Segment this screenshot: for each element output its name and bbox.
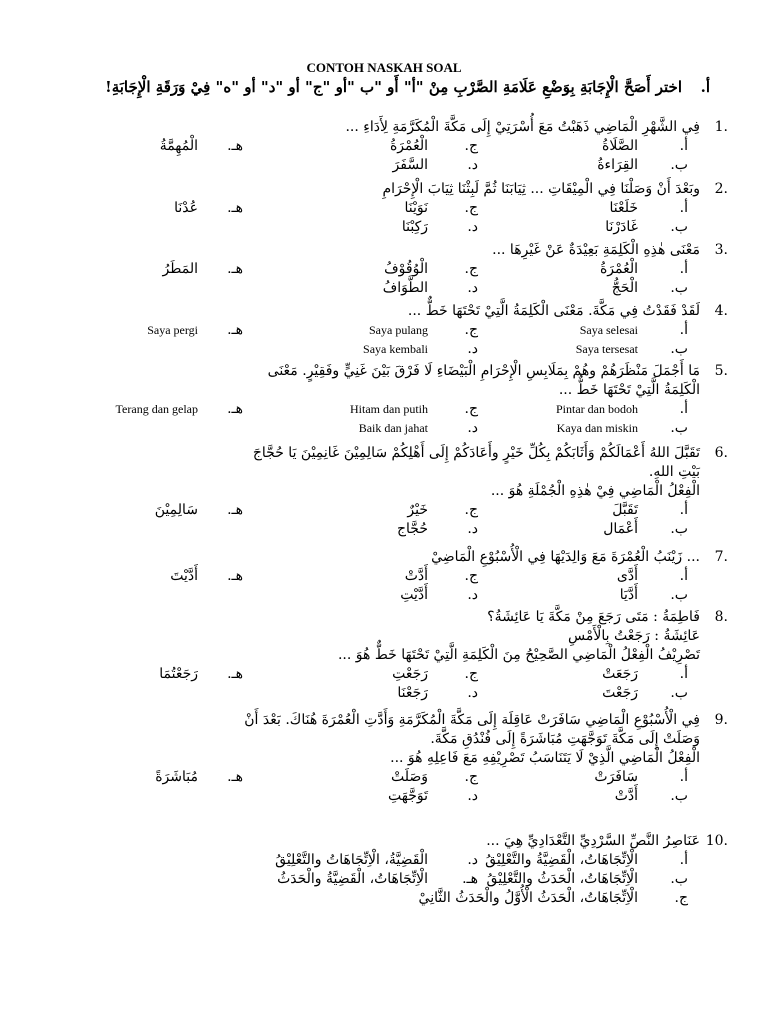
option-text[interactable]: الْاِتِّجَاهَاتُ، الْقَضِيَّةُ والْحَدَثُ bbox=[277, 871, 428, 887]
option-label: هـ. bbox=[227, 261, 243, 277]
option-label: ب. bbox=[670, 280, 688, 296]
option-label: هـ. bbox=[227, 200, 243, 216]
instruction-text: اختر أَصَحَّ الْإِجَابَةِ بِوَضْعِ عَلَامَةِ الصَّرْبِ مِنْ "أ" أَو "ب "أو "ج" أو "د" أو "ه" فِيْ وَرَقَةِ الْإِجَابَةِ! bbox=[105, 78, 682, 96]
option-label: ب. bbox=[670, 521, 688, 537]
option-text[interactable]: أَعْمَال bbox=[603, 521, 638, 537]
option-text[interactable]: أَدَّى bbox=[616, 568, 638, 584]
option-text[interactable]: أَدَّتْ bbox=[404, 568, 428, 584]
option-text[interactable]: مُبَاشَرَةً bbox=[155, 769, 198, 785]
option-text[interactable]: Saya selesai bbox=[579, 323, 638, 337]
question-text: وبَعْدَ أَنْ وَصَلْنَا فِي الْمِيْقَاتِ ... ثِيَابَنَا ثُمَّ لَبِثْنَا ثِيَابَ الْإِحْرَامِ bbox=[382, 181, 700, 197]
option-text[interactable]: تَقَبَّلَ bbox=[612, 502, 638, 518]
question-number: 7. bbox=[714, 549, 728, 565]
option-label: ج. bbox=[464, 502, 478, 518]
option-label: هـ. bbox=[227, 568, 243, 584]
option-label: ج. bbox=[464, 138, 478, 154]
question-text: الْفِعْلُ الْمَاضِي الَّذِيْ لَا يَتَنَاسَبُ تَصْرِيْفِهِ مَعَ فَاعِلِهِ هُوَ ... bbox=[390, 750, 700, 766]
option-text[interactable]: رَجَعْنَا bbox=[397, 685, 428, 701]
option-label: ج. bbox=[464, 200, 478, 216]
question-number: 9. bbox=[714, 712, 728, 728]
option-text[interactable]: وَصَلَتْ bbox=[390, 769, 428, 785]
option-text[interactable]: غَادَرْنَا bbox=[605, 219, 638, 235]
option-text[interactable]: Hitam dan putih bbox=[350, 402, 428, 416]
question-text: مَعْنَى هٰذِهِ الْكَلِمَةِ بَعِيْدَةٌ عَنْ غَيْرِهَا ... bbox=[492, 242, 700, 258]
question-text: عَنَاصِرُ النَّصِّ السَّرْدِيِّ التَّعْدَادِيِّ هِيَ ... bbox=[486, 833, 700, 849]
option-label: ب. bbox=[670, 341, 688, 357]
option-label: ب. bbox=[670, 219, 688, 235]
option-label: هـ. bbox=[227, 666, 243, 682]
option-text[interactable]: المَطَرُ bbox=[162, 261, 198, 277]
option-text[interactable]: الْقَضِيَّةُ، الْاِتِّجَاهَاتُ والتَّعْلِيْقُ bbox=[275, 852, 428, 868]
option-text[interactable]: Saya pulang bbox=[369, 323, 428, 337]
option-label: هـ. bbox=[462, 871, 478, 887]
question-number: 2. bbox=[714, 181, 728, 197]
option-text[interactable]: حُجَّاج bbox=[397, 521, 428, 537]
option-label: هـ. bbox=[227, 322, 243, 338]
option-text[interactable]: الْعُمْرَةُ bbox=[389, 138, 428, 154]
option-label: د. bbox=[467, 341, 478, 357]
question-text: مَا أَجْمَلَ مَنْظَرَهُمْ وهُمْ بِمَلَابِسِ الْإِحْرَامِ الْبَيْضَاءِ لَا فَرْقَ بَيْنَ غَنِيٍّ وفَقِيْرٍ. مَعْنَى bbox=[267, 363, 700, 379]
option-text[interactable]: الْاِتِّجَاهَاتُ، الْقَضِيَّةُ والتَّعْلِيْقُ bbox=[485, 852, 638, 868]
option-text[interactable]: رَجَعْتُمَا bbox=[159, 666, 198, 682]
option-text[interactable]: الْمُهِمَّةُ bbox=[159, 138, 198, 154]
option-label: أ. bbox=[679, 852, 688, 868]
option-label: د. bbox=[467, 420, 478, 436]
option-text[interactable]: القِرَاءةُ bbox=[597, 157, 638, 173]
option-label: د. bbox=[467, 521, 478, 537]
option-label: ب. bbox=[670, 685, 688, 701]
question-text: الْفِعْلُ الْمَاضِي فِيْ هٰذِهِ الْجُمْلَةِ هُوَ ... bbox=[490, 483, 700, 499]
question-number: 6. bbox=[714, 445, 728, 461]
option-text[interactable]: رَجَعْتِ bbox=[392, 666, 428, 682]
option-text[interactable]: رَكِبْنَا bbox=[401, 219, 428, 235]
option-text[interactable]: الْحَجُّ bbox=[611, 280, 638, 296]
option-label: د. bbox=[467, 157, 478, 173]
option-text[interactable]: رَجَعَتْ bbox=[602, 666, 638, 682]
question-text: لَقَدْ فَقَدْتُ فِي مَكَّةَ. مَعْنَى الْكَلِمَةُ الَّتِيْ تَحْتَهَا خَطٌّ ... bbox=[407, 303, 700, 319]
option-label: أ. bbox=[679, 568, 688, 584]
instruction-letter: أ. bbox=[700, 78, 710, 96]
option-text[interactable]: عُدْنَا bbox=[174, 200, 198, 216]
option-text[interactable]: الْاِتِّجَاهَاتُ، الْحَدَثُ والتَّعْلِيْقُ bbox=[486, 871, 638, 887]
question-text: عَائِشَةُ : رَجَعْتُ بِالْأَمْسِ bbox=[568, 628, 700, 644]
option-label: هـ. bbox=[227, 502, 243, 518]
option-text[interactable]: أَدَّيَا bbox=[619, 587, 638, 603]
option-label: هـ. bbox=[227, 401, 243, 417]
option-label: ب. bbox=[670, 157, 688, 173]
option-text[interactable]: خَيْرٌ bbox=[407, 502, 428, 518]
question-text: تَصْرِيْفُ الْفِعْلُ الْمَاضِي الصَّحِيْحُ مِنَ الْكَلِمَةِ الَّتِيْ تَحْتَهَا خَطٌّ هُوَ ... bbox=[337, 647, 700, 663]
option-text[interactable]: سَافَرَتْ bbox=[594, 769, 638, 785]
option-text[interactable]: الْعُمْرَةُ bbox=[599, 261, 638, 277]
option-label: د. bbox=[467, 280, 478, 296]
option-label: ج. bbox=[464, 769, 478, 785]
question-text: فَاطِمَةُ : مَتَى رَجَعَ مِنْ مَكَّةَ يَا عَائِشَةُ؟ bbox=[487, 609, 700, 625]
question-number: 5. bbox=[714, 363, 728, 379]
option-label: د. bbox=[467, 788, 478, 804]
option-label: د. bbox=[467, 587, 478, 603]
option-text[interactable]: نَوَيْنَا bbox=[404, 200, 428, 216]
instruction bbox=[60, 76, 710, 98]
option-label: ج. bbox=[464, 261, 478, 277]
option-text[interactable]: الْوُقُوْفُ bbox=[384, 261, 428, 277]
option-label: ج. bbox=[464, 401, 478, 417]
option-text[interactable]: رَجَعْتَ bbox=[602, 685, 638, 701]
option-label: هـ. bbox=[227, 138, 243, 154]
option-label: ب. bbox=[670, 788, 688, 804]
option-label: أ. bbox=[679, 502, 688, 518]
option-text[interactable]: السَّفَرَ bbox=[392, 157, 428, 173]
page-title: CONTOH NASKAH SOAL bbox=[306, 60, 462, 75]
option-label: د. bbox=[467, 852, 478, 868]
option-label: ج. bbox=[674, 890, 688, 906]
question-number: 8. bbox=[714, 609, 728, 625]
option-label: أ. bbox=[679, 322, 688, 338]
option-text[interactable]: خَلَعْنَا bbox=[609, 200, 638, 216]
question-text: تَقَبَّلَ اللهُ أَعْمَالَكُمْ وَأَثَابَكُمْ بِكُلِّ خَيْرٍ وأَعَادَكُمْ إِلَى أَهْلِكُمْ سَالِمِيْنَ غَانِمِيْنَ يَا حُجَّاجَ bbox=[252, 445, 700, 461]
option-label: ب. bbox=[670, 420, 688, 436]
option-label: هـ. bbox=[227, 769, 243, 785]
option-label: أ. bbox=[679, 261, 688, 277]
option-text[interactable]: Saya kembali bbox=[363, 342, 428, 356]
option-text[interactable]: الْاِتِّجَاهَاتُ، الْحَدَثُ الْأُوَّلُ والْحَدَثُ الثَّانِيْ bbox=[418, 890, 638, 906]
option-text[interactable]: Saya pergi bbox=[147, 323, 198, 337]
question-number: 1. bbox=[714, 119, 728, 135]
option-text[interactable]: Terang dan gelap bbox=[115, 402, 198, 416]
option-label: ب. bbox=[670, 587, 688, 603]
question-number: 3. bbox=[714, 242, 728, 258]
option-text[interactable]: الصَّلَاةُ bbox=[602, 138, 638, 154]
question-number: 10. bbox=[705, 833, 728, 849]
option-text[interactable]: أَدَّيْتَ bbox=[170, 568, 198, 584]
option-text[interactable]: تَوَجَّهَتِ bbox=[388, 788, 428, 804]
option-label: أ. bbox=[679, 200, 688, 216]
question-number: 4. bbox=[714, 303, 728, 319]
question-text: بَيْتِ اللهِ. bbox=[648, 464, 700, 480]
option-text[interactable]: Pintar dan bodoh bbox=[556, 402, 638, 416]
option-label: ج. bbox=[464, 322, 478, 338]
option-text[interactable]: Baik dan jahat bbox=[358, 421, 428, 435]
question-text: الْكَلِمَةُ الَّتِيْ تَحْتَهَا خَطٌّ ... bbox=[558, 382, 700, 398]
option-text[interactable]: أَدَّيْتِ bbox=[400, 587, 428, 603]
question-text: وَصَلَتْ إِلَى مَكَّةَ تَوَجَّهَتِ مُبَاشَرَةً إِلَى فُنْدُقِ مَكَّةَ. bbox=[430, 731, 700, 747]
option-text[interactable]: أَدَّتْ bbox=[614, 788, 638, 804]
option-text[interactable]: Kaya dan miskin bbox=[556, 421, 638, 435]
option-label: د. bbox=[467, 685, 478, 701]
option-text[interactable]: سَالِمِيْنَ bbox=[154, 502, 198, 518]
question-text: ... زَيْنَبُ الْعُمْرَةَ مَعَ وَالِدَيْهَا فِي الْأُسْبُوْعِ الْمَاضِيْ bbox=[431, 549, 700, 565]
question-text: فِي الْأُسْبُوْعِ الْمَاضِي سَافَرَتْ عَاقِلَة إِلَى مَكَّةَ الْمُكَرَّمَةِ وَأَدَّتِ الْعُمْرَةَ هُنَاكَ. بَعْدَ أَنْ bbox=[244, 712, 700, 728]
option-label: ب. bbox=[670, 871, 688, 887]
option-label: ج. bbox=[464, 568, 478, 584]
option-label: أ. bbox=[679, 769, 688, 785]
option-label: أ. bbox=[679, 666, 688, 682]
option-label: ج. bbox=[464, 666, 478, 682]
option-label: أ. bbox=[679, 138, 688, 154]
question-text: فِي الشَّهْرِ الْمَاضِي ذَهَبْتُ مَعَ أُسْرَتِيْ إِلَى مَكَّةَ الْمُكَرَّمَةِ لِأَدَاءِ ... bbox=[345, 119, 700, 135]
option-text[interactable]: Saya tersesat bbox=[575, 342, 638, 356]
option-label: أ. bbox=[679, 401, 688, 417]
option-text[interactable]: الطَّوَافُ bbox=[382, 280, 428, 296]
option-label: د. bbox=[467, 219, 478, 235]
